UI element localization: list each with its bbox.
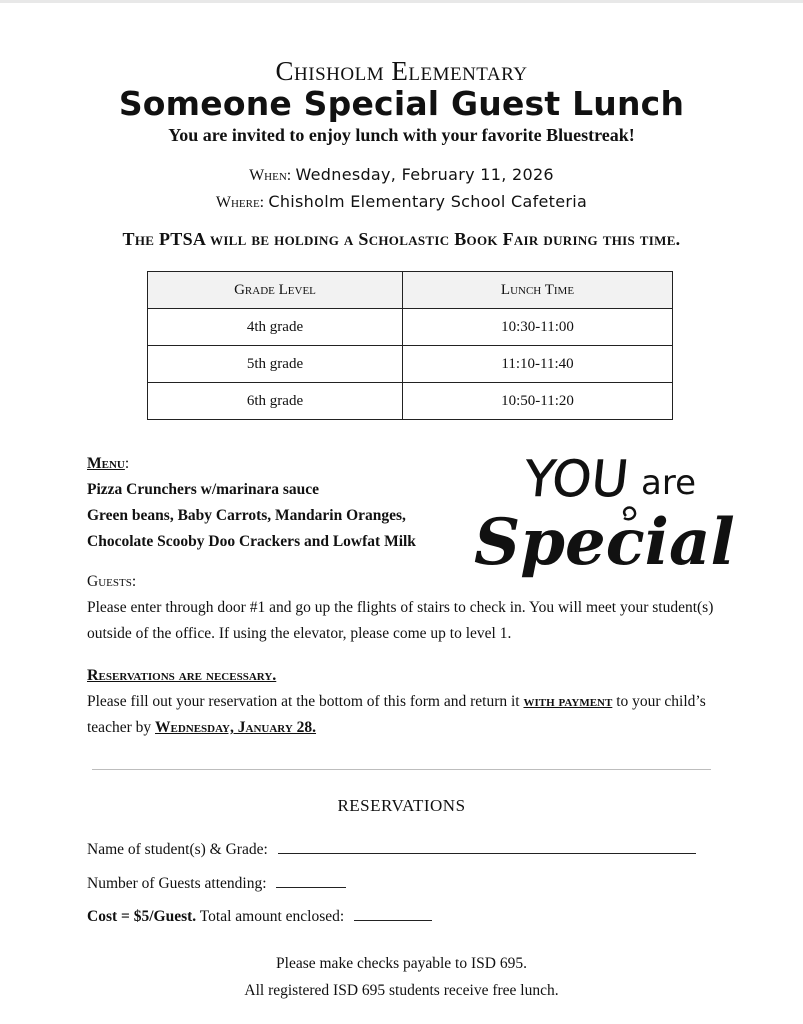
guest-count-label: Number of Guests attending: [87,875,267,892]
event-title: Someone Special Guest Lunch [118,84,685,123]
invitation-line: You are invited to enjoy lunch with your favorite Bluestreak! [168,125,635,145]
menu-item: Pizza Crunchers w/marinara sauce [87,481,320,498]
table-row [148,309,673,346]
table-header-row [148,272,673,309]
reservation-instructions [87,663,727,741]
column-header-time: Lunch Time [403,272,673,309]
instruction-text: Please fill out your reservation at the bottom of this form and return it [87,693,524,710]
table-row [148,346,673,383]
grade-cell: 6th grade [148,383,403,420]
where-label: Where: [215,194,265,211]
cut-line-divider [92,769,711,770]
checks-payable-note: Please make checks payable to ISD 695. [276,955,527,972]
menu-section: Menu: Pizza Crunchers w/marinara sauce Green beans, Baby Carrots, Mandarin Oranges, Chocolate Scooby Doo Crackers and Lowfat Milk [87,451,416,555]
cost-per-guest: Cost = $5/Guest. [87,908,197,925]
when-line [0,165,803,185]
guest-count-row [87,873,346,893]
cost-row [87,906,432,926]
guests-heading: Guests [87,573,132,590]
art-text-you: YOU [521,449,632,508]
school-name: Chisholm Elementary [275,56,528,86]
grade-cell: 4th grade [148,309,403,346]
when-label: When: [249,167,292,184]
column-header-grade: Grade Level [148,272,403,309]
student-name-label: Name of student(s) & Grade: [87,841,268,858]
where-line [0,192,803,212]
menu-heading: Menu [87,455,125,472]
total-amount-label: Total amount enclosed: [199,908,345,925]
reservations-heading: Reservations are necessary. [87,667,277,684]
lunch-schedule-table [147,271,673,420]
total-amount-field[interactable] [354,906,432,921]
return-instructions [87,689,727,741]
art-text-special: Special [474,505,735,580]
grade-cell: 5th grade [148,346,403,383]
time-cell: 10:30-11:00 [403,309,673,346]
table-row [148,383,673,420]
book-fair-notice: The PTSA will be holding a Scholastic Book Fair during this time. [122,229,681,249]
menu-item: Green beans, Baby Carrots, Mandarin Oranges, [87,507,406,524]
instruction-text: to your child’s teacher by [87,693,706,736]
time-cell: 10:50-11:20 [403,383,673,420]
page-top-edge [0,0,803,3]
guest-count-field[interactable] [276,873,346,888]
when-value: Wednesday, February 11, 2026 [295,165,554,184]
reservations-form-title: RESERVATIONS [337,796,466,815]
guests-instructions: Please enter through door #1 and go up the flights of stairs to check in. You will meet your student(s) outside of the office. If using the elevator, please come up to level 1. [87,599,714,642]
guests-section: Guests: Please enter through door #1 and go up the flights of stairs to check in. You will meet your student(s) outside of the office. If using the elevator, please come up to level 1. [87,569,727,647]
deadline-date: Wednesday, January 28. [155,719,317,736]
where-value: Chisholm Elementary School Cafeteria [268,192,588,211]
menu-item: Chocolate Scooby Doo Crackers and Lowfat Milk [87,533,416,550]
with-payment-emphasis: with payment [523,693,613,710]
time-cell: 11:10-11:40 [403,346,673,383]
art-text-are: are [641,463,696,503]
student-name-row [87,839,696,859]
student-name-field[interactable] [278,839,696,854]
free-lunch-note: All registered ISD 695 students receive free lunch. [244,982,559,999]
